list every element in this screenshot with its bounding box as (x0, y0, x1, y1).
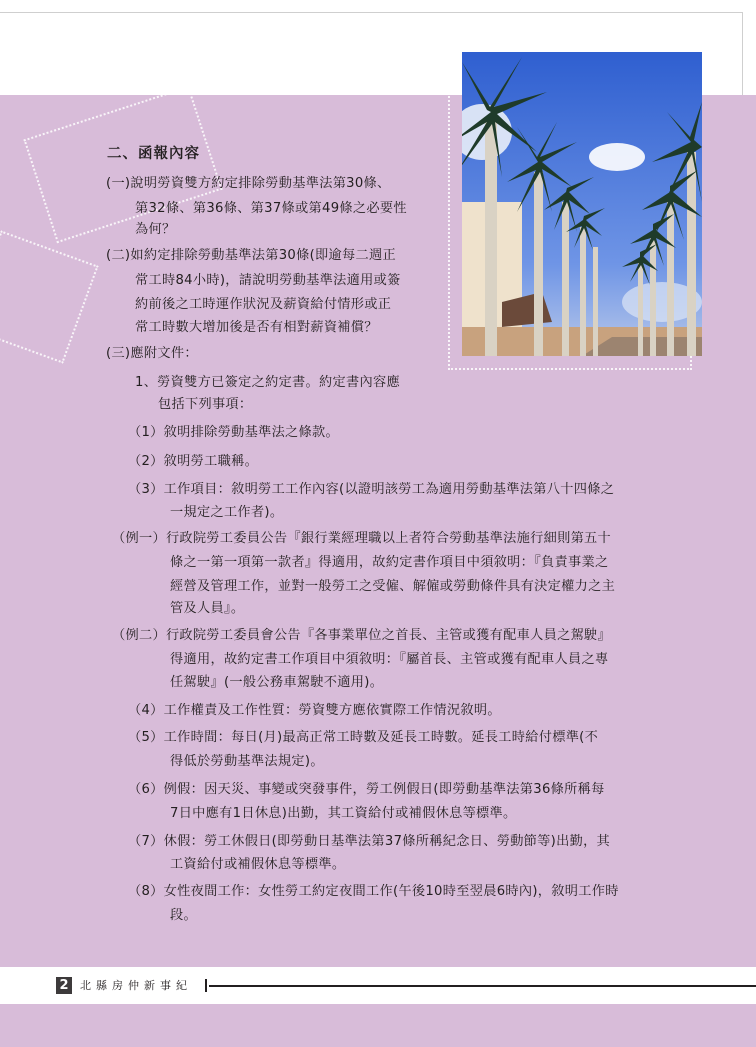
section-heading: 二、函報內容 (107, 146, 200, 162)
requirement-5-line: 得低於勞動基準法規定)。 (170, 754, 324, 769)
requirement-1: （1）敘明排除勞動基準法之條款。 (128, 425, 340, 440)
footer-rule-mark (205, 979, 207, 992)
palm-tree-photo (462, 52, 702, 356)
example-2-line: （例二）行政院勞工委員會公告『各事業單位之首長、主管或獲有配車人員之駕駛』 (112, 628, 612, 643)
page-border-top (0, 12, 742, 13)
item-3-sub-1-line: 1、勞資雙方已簽定之約定書。約定書內容應 (135, 375, 400, 390)
bottom-background-strip (0, 1004, 756, 1047)
example-1-line: 管及人員』。 (170, 601, 245, 616)
requirement-2: （2）敘明勞工職稱。 (128, 454, 259, 469)
requirement-8-line: 段。 (170, 908, 197, 923)
item-1-line: (一)說明勞資雙方約定排除勞動基準法第30條、 (106, 176, 391, 191)
item-3-sub-1-line: 包括下列事項： (158, 397, 253, 412)
requirement-3-line: 一規定之工作者)。 (170, 505, 284, 520)
page-number: 2 (56, 977, 72, 994)
requirement-4: （4）工作權責及工作性質：勞資雙方應依實際工作情況敘明。 (128, 703, 501, 718)
requirement-6-line: （6）例假：因天災、事變或突發事件，勞工例假日(即勞動基準法第36條所稱每 (128, 782, 605, 797)
example-2-line: 任駕駛』(一般公務車駕駛不適用)。 (170, 675, 384, 690)
requirement-6-line: 7日中應有1日休息)出勤，其工資給付或補假休息等標準。 (170, 806, 517, 821)
item-2-line: 常工時數大增加後是否有相對薪資補償？ (135, 320, 378, 335)
footer-rule (209, 985, 756, 987)
example-2-line: 得適用，故約定書工作項目中須敘明：『屬首長、主管或獲有配車人員之專 (170, 652, 609, 667)
requirement-8-line: （8）女性夜間工作：女性勞工約定夜間工作(午後10時至翌晨6時內)，敘明工作時 (128, 884, 619, 899)
item-1-line: 為何？ (135, 222, 176, 237)
requirement-7-line: 工資給付或補假休息等標準。 (170, 857, 346, 872)
item-2-line: 常工時84小時)，請說明勞動基準法適用或簽 (135, 273, 401, 288)
item-2-line: 約前後之工時運作狀況及薪資給付情形或正 (135, 297, 392, 312)
item-1-line: 第32條、第36條、第37條或第49條之必要性 (135, 201, 407, 216)
example-1-line: （例一）行政院勞工委員公告『銀行業經理職以上者符合勞動基準法施行細則第五十 (112, 531, 612, 546)
requirement-7-line: （7）休假：勞工休假日(即勞動日基準法第37條所稱紀念日、勞動節等)出勤，其 (128, 834, 611, 849)
item-3-line: (三)應附文件： (106, 346, 198, 361)
requirement-3-line: （3）工作項目：敘明勞工工作內容(以證明該勞工為適用勞動基準法第八十四條之 (128, 482, 615, 497)
requirement-5-line: （5）工作時間：每日(月)最高正常工時數及延長工時數。延長工時給付標準(不 (128, 730, 599, 745)
item-2-line: (二)如約定排除勞動基準法第30條(即逾每二週正 (106, 248, 396, 263)
publication-title: 北縣房仲新事紀 (80, 979, 192, 992)
example-1-line: 條之一第一項第一款者』得適用，故約定書作項目中須敘明：『負責事業之 (170, 555, 609, 570)
example-1-line: 經營及管理工作，並對一般勞工之受僱、解僱或勞動條件具有決定權力之主 (170, 579, 616, 594)
